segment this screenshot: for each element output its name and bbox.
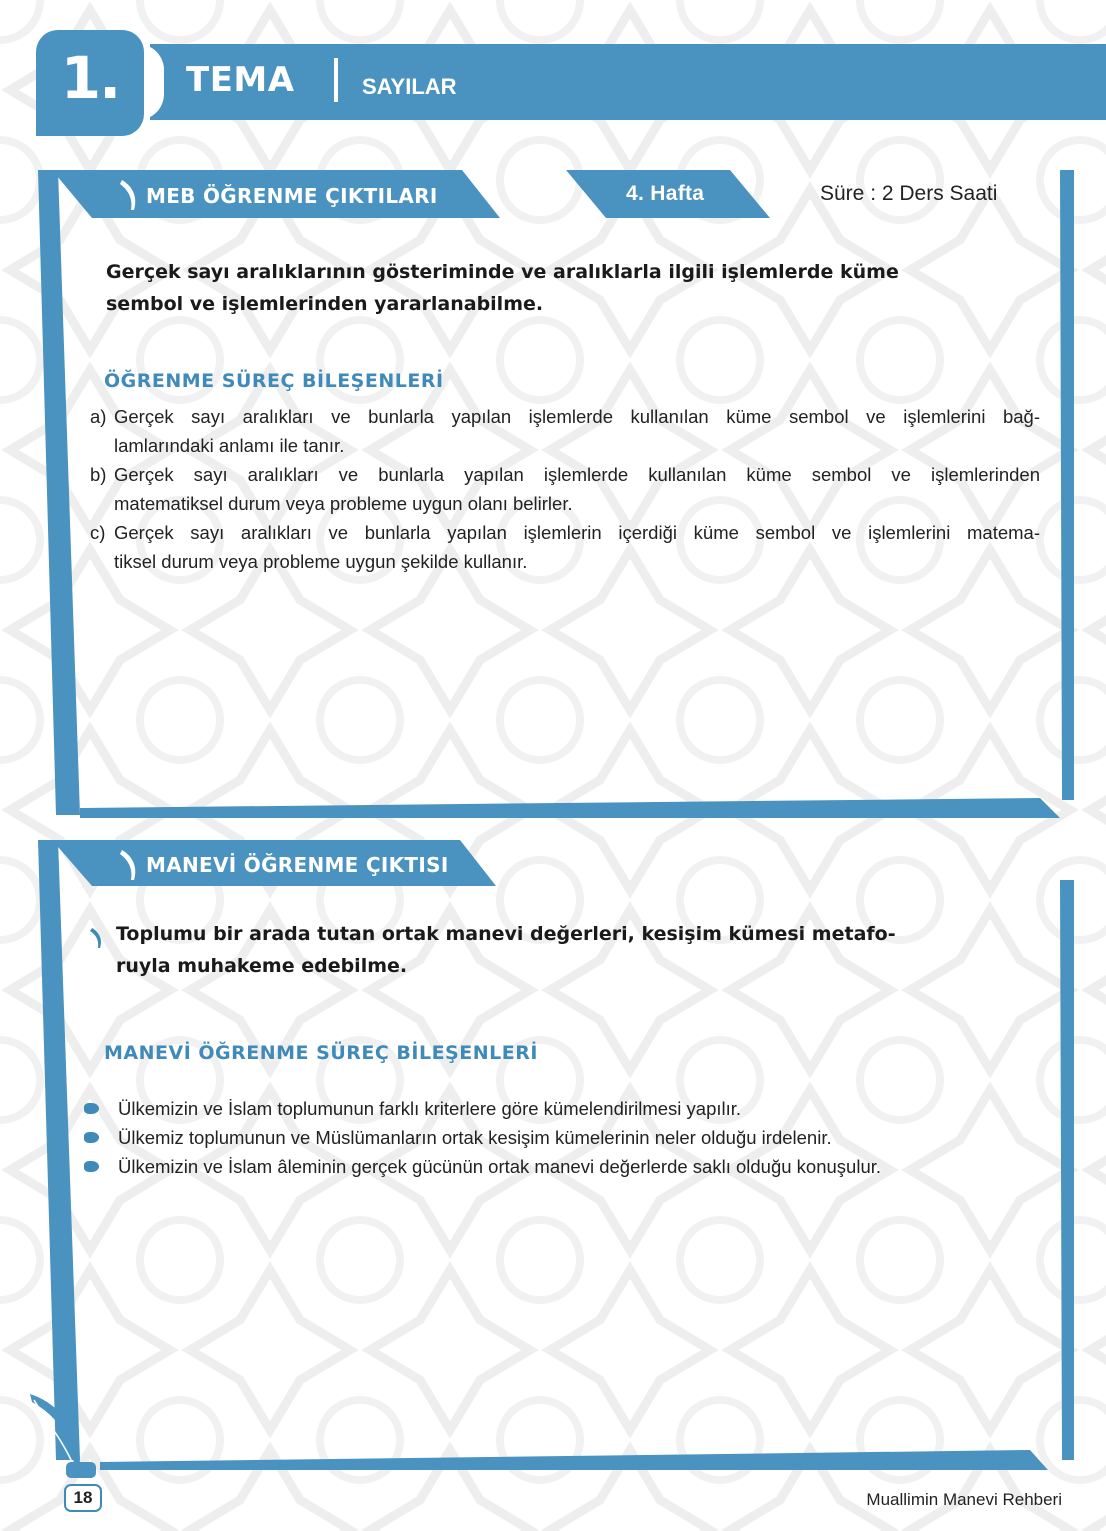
manevi-outcome-line: ruyla muhakeme edebilme.: [116, 955, 408, 977]
list-item: [90, 518, 1040, 576]
list-item-letter: c): [90, 522, 106, 543]
list-item-letter: b): [90, 464, 107, 485]
manevi-banner-title: MANEVİ ÖĞRENME ÇIKTISI: [146, 853, 449, 877]
manevi-outcome: [116, 918, 1036, 982]
list-item-line: Gerçek sayı aralıkları ve bunlarla yapılan işlemlerin içerdiği küme sembol ve işlemlerini matema-: [114, 522, 1040, 543]
manevi-process-heading: MANEVİ ÖĞRENME SÜREÇ BİLEŞENLERİ: [104, 1042, 538, 1064]
process-heading: ÖĞRENME SÜREÇ BİLEŞENLERİ: [104, 370, 444, 392]
theme-subject: SAYILAR: [362, 74, 457, 99]
list-item: [90, 460, 1040, 518]
meb-outcome: [106, 256, 1046, 320]
list-item-line: matematiksel durum veya probleme uygun olanı belirler.: [114, 493, 573, 514]
feather-icon: [90, 928, 101, 948]
list-item-line: lamlarındaki anlamı ile tanır.: [114, 435, 345, 456]
bullet-item: Ülkemizin ve İslam âleminin gerçek gücünün ortak manevi değerlerde saklı olduğu konuşulur.: [118, 1156, 882, 1177]
bullet-icon: [84, 1132, 99, 1143]
page-number: 18: [64, 1484, 102, 1512]
manevi-outcome-line: Toplumu bir arada tutan ortak manevi değerleri, kesişim kümesi metafo-: [116, 923, 896, 945]
theme-label: TEMA: [186, 60, 295, 100]
duration-label: Süre : 2 Ders Saati: [820, 182, 998, 205]
list-item-letter: a): [90, 406, 107, 427]
meb-outcome-line: Gerçek sayı aralıklarının gösteriminde ve aralıklarla ilgili işlemlerde küme: [106, 261, 899, 283]
list-item-line: Gerçek sayı aralıkları ve bunlarla yapılan işlemlerde kullanılan küme sembol ve işlemlerini bağ-: [114, 406, 1040, 427]
bullet-item: Ülkemizin ve İslam toplumunun farklı kriterlere göre kümelendirilmesi yapılır.: [118, 1098, 742, 1119]
theme-number: 1.: [60, 44, 120, 112]
bullet-icon: [84, 1103, 99, 1114]
list-item-line: Gerçek sayı aralıkları ve bunlarla yapılan işlemlerde kullanılan küme sembol ve işlemlerinden: [114, 464, 1040, 485]
meb-banner-title: MEB ÖĞRENME ÇIKTILARI: [146, 184, 438, 208]
bullet-item: Ülkemiz toplumunun ve Müslümanların ortak kesişim kümelerinin neler olduğu irdelenir.: [118, 1127, 832, 1148]
meb-outcome-line: sembol ve işlemlerinden yararlanabilme.: [106, 293, 544, 315]
week-label: 4. Hafta: [626, 182, 705, 205]
list-item-line: tiksel durum veya probleme uygun şekilde kullanır.: [114, 551, 528, 572]
book-title: Muallimin Manevi Rehberi: [866, 1490, 1062, 1509]
list-item: [90, 402, 1040, 460]
bullet-icon: [84, 1161, 99, 1172]
